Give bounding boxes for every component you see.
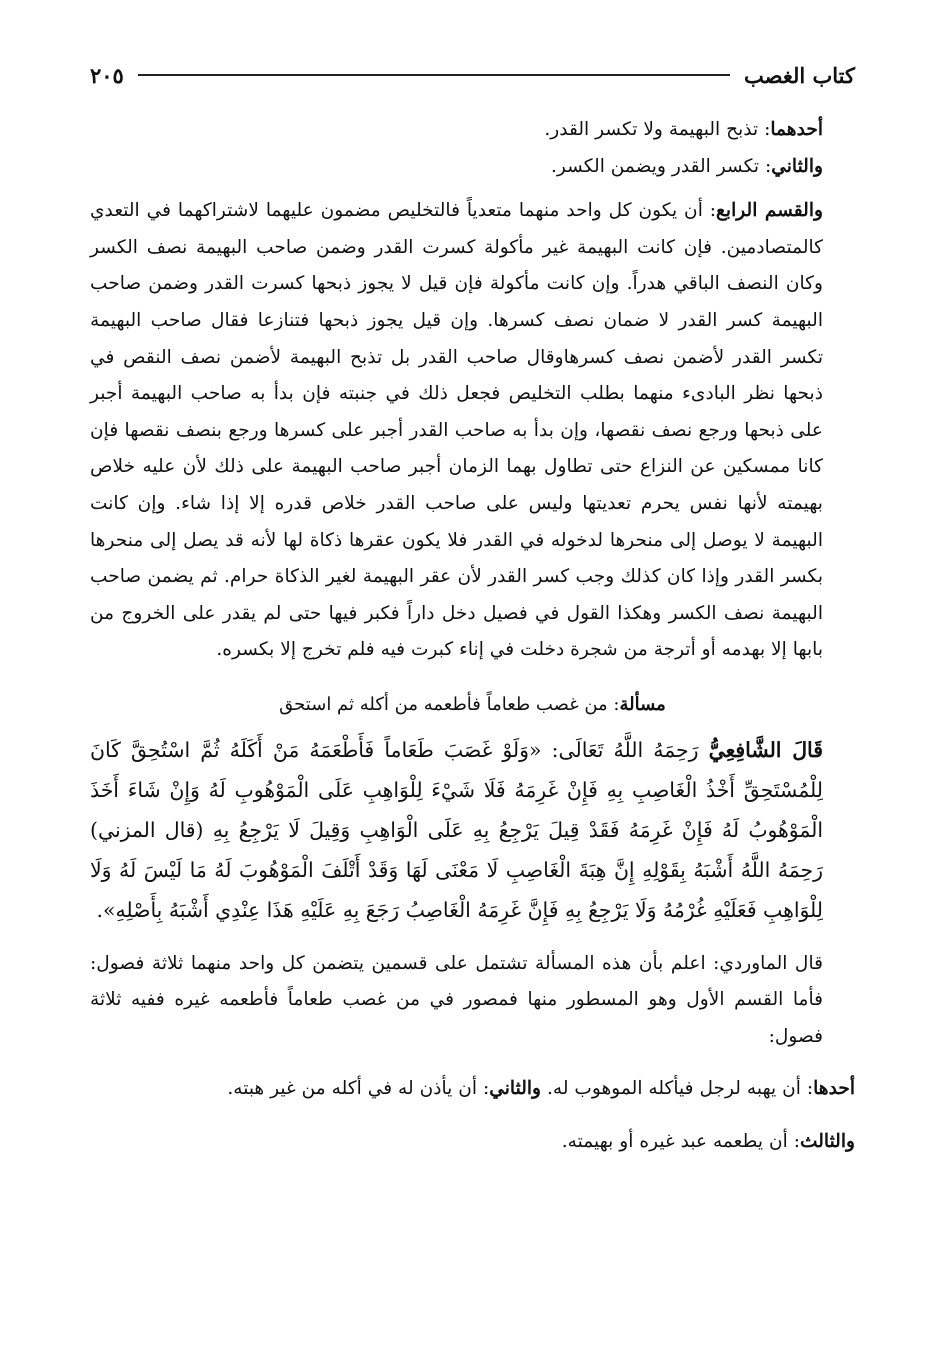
opinion-second-text: : تكسر القدر ويضمن الكسر. [551, 155, 772, 177]
masala-heading [90, 687, 855, 724]
page-body [90, 112, 855, 1160]
header-rule [138, 74, 730, 76]
opinion-first [90, 112, 855, 149]
fasl-third [90, 1124, 855, 1161]
fasl-third-label: والثالث [799, 1130, 855, 1152]
masala-label: مسألة [619, 693, 666, 715]
shafii-label: قَالَ الشَّافِعِيُّ [708, 737, 823, 762]
masala-text: : من غصب طعاماً فأطعمه من أكله ثم استحق [279, 693, 620, 715]
shafii-text: رَحِمَهُ اللَّهُ تَعَالَى: «وَلَوْ غَصَبَ طَعَاماً فَأَطْعَمَهُ مَنْ أَكَلَهُ ثُمَّ اسْتُحِقَّ كَانَ لِلْمُسْتَحِقِّ أَخْذُ الْغَاصِبِ بِهِ فَإِنْ غَرِمَهُ فَلَا شَيْءَ لِلْوَاهِبِ عَلَى الْمَوْهُوبِ لَهُ وَإِنْ شَاءَ أَخَذَ الْمَوْهُوبُ لَهُ فَإِنْ غَرِمَهُ فَقَدْ قِيلَ يَرْجِعُ بِهِ عَلَى الْوَاهِبِ وَقِيلَ لَا يَرْجِعُ بِهِ (قال المزني) رَحِمَهُ اللَّهُ أَشْبَهُ بِقَوْلِهِ إِنَّ هِبَةَ الْغَاصِبِ لَا مَعْنَى لَهَا وَقَدْ أَتْلَفَ الْمَوْهُوبَ لَهُ مَا لَيْسَ لَهُ وَلَا لِلْوَاهِبِ فَعَلَيْهِ غُرْمُهُ وَلَا يَرْجِعُ بِهِ فَإِنَّ غَرِمَهُ الْغَاصِبُ رَجَعَ بِهِ عَلَيْهِ هَذَا عِنْدِي أَشْبَهُ بِأَصْلِهِ». [90, 737, 823, 922]
mawardi-paragraph [90, 946, 855, 1056]
fasl-first-text: : أن يهبه لرجل فيأكله الموهوب له. [546, 1078, 814, 1100]
book-title: كتاب الغصب [743, 62, 855, 88]
opinion-second [90, 149, 855, 186]
mawardi-text: قال الماوردي: اعلم بأن هذه المسألة تشتمل على قسمين يتضمن كل واحد منهما ثلاثة فصول: فأما القسم الأول وهو المسطور منها فمصور في من غصب طعاماً فأطعمه غيره ففيه ثلاثة فصول: [90, 952, 823, 1047]
fasl-third-text: : أن يطعمه عبد غيره أو بهيمته. [561, 1130, 800, 1152]
opinion-first-text: : تذبح البهيمة ولا تكسر القدر. [544, 119, 771, 140]
page-number: ٢٠٥ [90, 62, 124, 88]
fasl-first-second [90, 1071, 855, 1108]
fasl-first-label: أحدها [813, 1078, 855, 1100]
opinion-second-label: والثاني [771, 155, 823, 177]
fasl-second-label: والثاني [489, 1078, 542, 1100]
shafii-quote [90, 730, 855, 930]
page-header [90, 58, 855, 92]
opinion-first-label: أحدهما [770, 119, 823, 140]
fasl-second-text: : أن يأذن له في أكله من غير هبته. [227, 1078, 490, 1100]
section-four-label: والقسم الرابع [716, 200, 823, 222]
section-four-paragraph [90, 193, 855, 669]
section-four-text: : أن يكون كل واحد منهما متعدياً فالتخليص مضمون عليهما لاشتراكهما في التعدي كالمتصادمين. فإن كانت البهيمة غير مأكولة كسرت القدر وضمن صاحب البهيمة نصف الكسر وكان النصف الباقي هدراً. وإن كانت مأكولة فإن قيل لا يجوز ذبحها كسرت القدر وضمن صاحب البهيمة كسر القدر لا ضمان نصف كسرها. وإن قيل يجوز ذبحها فتنازعا فقال صاحب البهيمة تكسر القدر لأضمن نصف كسرهاوقال صاحب القدر بل تذبح البهيمة لأضمن نصف النقص في ذبحها نظر البادىء منهما بطلب التخليص فجعل ذلك في جنبته فإن بدأ به صاحب البهيمة أجبر على ذبحها ورجع نصف نقصها، وإن بدأ به صاحب القدر أجبر على كسرها ورجع بنصف نقصها فإن كانا ممسكين عن النزاع حتى تطاول بهما الزمان أجبر صاحب البهيمة على ذلك لأن عليه خلاص بهيمته لأنها نفس يحرم تعديتها وليس على صاحب القدر خلاص قدره إلا إذا شاء. وإن كانت البهيمة لا يوصل إلى منحرها لدخوله في القدر فلا يكون عقرها ذكاة لها لأنه قد يصل إلى منحرها بكسر القدر وإذا كان كذلك وجب كسر القدر لأن عقر البهيمة لغير الذكاة حرام. ثم يضمن صاحب البهيمة نصف الكسر وهكذا القول في فصيل دخل داراً فكبر فيها حتى لم يقدر على الخروج من بابها إلا بهدمه أو أترجة من شجرة دخلت في إناء كبرت فيه فلم تخرج إلا بكسره. [90, 200, 823, 661]
